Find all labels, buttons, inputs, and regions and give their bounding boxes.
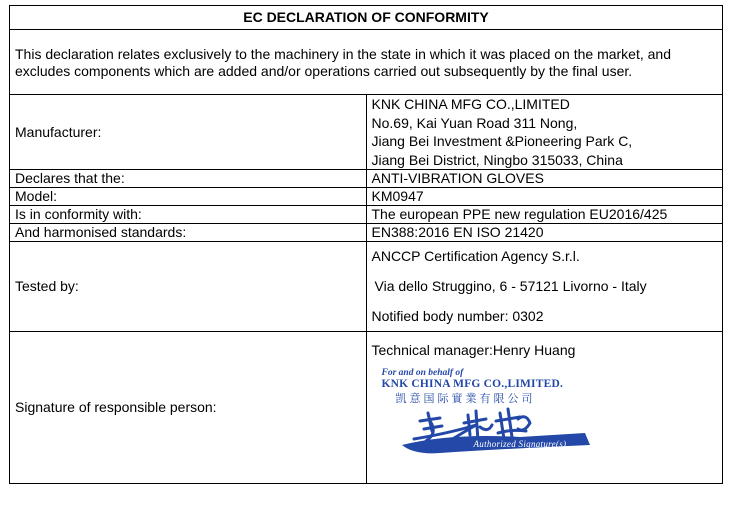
manufacturer-value (366, 95, 723, 170)
declaration-table (9, 5, 723, 484)
standards-label: And harmonised standards: (10, 224, 367, 242)
conformity-label: Is in conformity with: (10, 206, 367, 224)
stamp-line-behalf: For and on behalf of (381, 367, 464, 378)
signature-cell (366, 332, 723, 484)
signature-label: Signature of responsible person: (10, 332, 367, 484)
manufacturer-address-line: No.69, Kai Yuan Road 311 Nong, (371, 114, 578, 131)
manufacturer-row (10, 95, 723, 170)
conformity-value: The european PPE new regulation EU2016/425 (366, 206, 723, 224)
conformity-row (10, 206, 723, 224)
stamp-chinese-name: 凯意国际實業有限公司 (395, 391, 536, 405)
stamp-company-name: KNK CHINA MFG CO.,LIMITED. (381, 377, 564, 390)
company-stamp (380, 363, 610, 473)
manufacturer-address-line: Jiang Bei Investment &Pioneering Park C, (371, 133, 633, 149)
model-label: Model: (10, 188, 367, 206)
product-value: ANTI-VIBRATION GLOVES (366, 170, 723, 188)
manufacturer-name: KNK CHINA MFG CO.,LIMITED (371, 96, 570, 112)
intro-statement: This declaration relates exclusively to the machinery in the state in which it was placed on the market, and excludes components which are added and/or operations carried out subsequently by the final user. (10, 30, 723, 95)
agency-address: Via dello Struggino, 6 - 57121 Livorno - Italy (374, 278, 647, 294)
signature-row (10, 332, 723, 484)
document-title: EC DECLARATION OF CONFORMITY (10, 6, 723, 30)
model-row (10, 188, 723, 206)
tested-row (10, 242, 723, 332)
agency-name: ANCCP Certification Agency S.r.l. (371, 248, 580, 264)
declares-label: Declares that the: (10, 170, 367, 188)
manufacturer-label: Manufacturer: (10, 95, 367, 170)
declares-row (10, 170, 723, 188)
model-value: KM0947 (366, 188, 723, 206)
notified-body-number: Notified body number: 0302 (371, 308, 544, 324)
technical-manager: Technical manager:Henry Huang (371, 342, 576, 359)
standards-row (10, 224, 723, 242)
tested-value (366, 242, 723, 332)
manufacturer-address-line: Jiang Bei District, Ningbo 315033, China (371, 151, 623, 168)
stamp-authorized-signature: Authorized Signature(s) (473, 438, 567, 449)
standards-value: EN388:2016 EN ISO 21420 (366, 224, 723, 242)
tested-label: Tested by: (10, 242, 367, 332)
